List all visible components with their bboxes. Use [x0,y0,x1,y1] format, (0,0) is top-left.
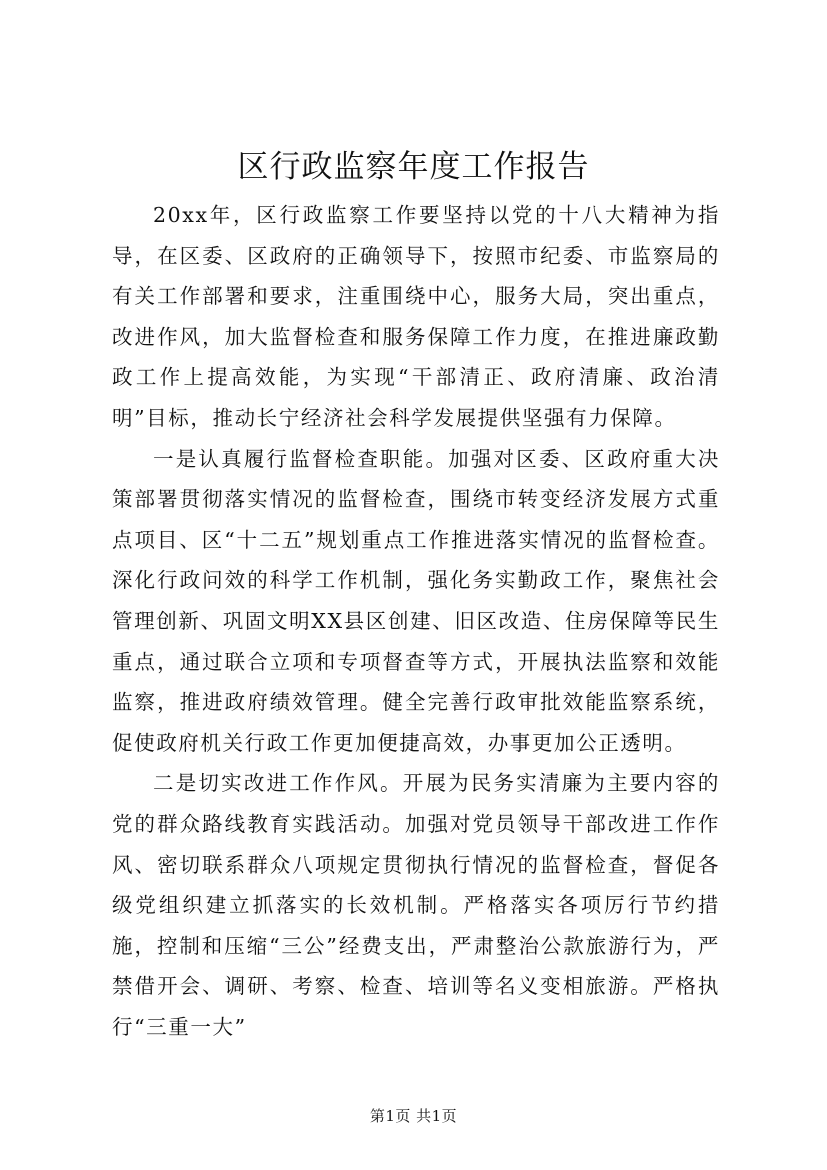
document-body [112,195,720,1047]
document-title: 区行政监察年度工作报告 [237,149,590,185]
page-number-footer: 第1页 共1页 [369,1107,458,1125]
paragraph-supervision: 一是认真履行监督检查职能。加强对区委、区政府重大决策部署贯彻落实情况的监督检查，围绕市转变经济发展方式重点项目、区“十二五”规划重点工作推进落实情况的监督检查。深化行政问效的科学工作机制，强化务实勤政工作，聚焦社会管理创新、巩固文明XX县区创建、旧区改造、住房保障等民生重点，通过联合立项和专项督查等方式，开展执法监察和效能监察，推进政府绩效管理。健全完善行政审批效能监察系统，促使政府机关行政工作更加便捷高效，办事更加公正透明。 [112,446,720,755]
paragraph-work-style: 二是切实改进工作作风。开展为民务实清廉为主要内容的党的群众路线教育实践活动。加强对党员领导干部改进工作作风、密切联系群众八项规定贯彻执行情况的监督检查，督促各级党组织建立抓落实的长效机制。严格落实各项厉行节约措施，控制和压缩“三公”经费支出，严肃整治公款旅游行为，严禁借开会、调研、考察、检查、培训等名义变相旅游。严格执行“三重一大” [112,771,720,1039]
paragraph-intro: 20xx年，区行政监察工作要坚持以党的十八大精神为指导，在区委、区政府的正确领导下，按照市纪委、市监察局的有关工作部署和要求，注重围绕中心，服务大局，突出重点，改进作风，加大监督检查和服务保障工作力度，在推进廉政勤政工作上提高效能，为实现“干部清正、政府清廉、政治清明”目标，推动长宁经济社会科学发展提供坚强有力保障。 [112,203,720,430]
